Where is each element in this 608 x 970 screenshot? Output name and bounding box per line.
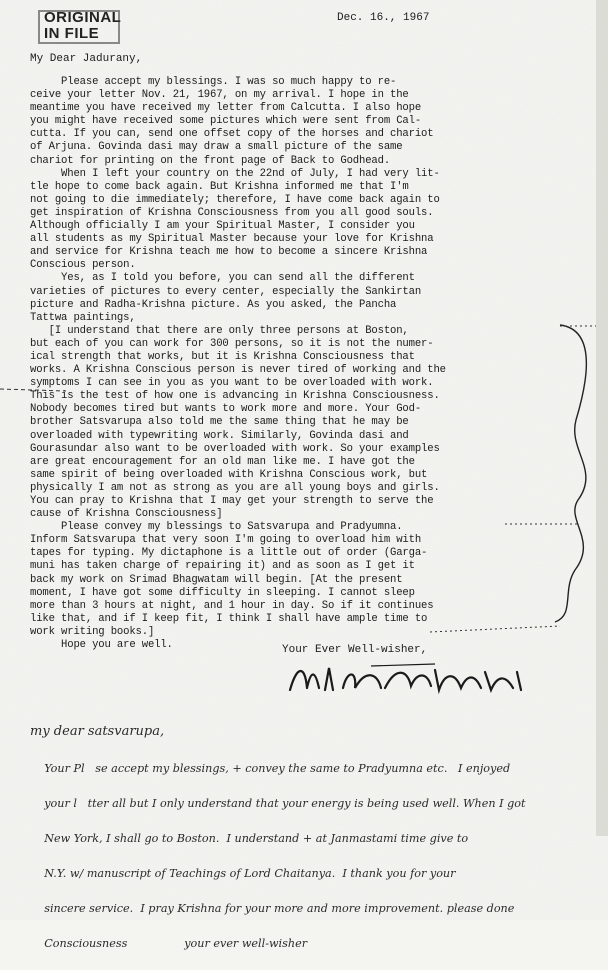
stamp-line-2: IN FILE [44, 25, 100, 42]
body-line: works. A Krishna Conscious person is never tired of working and the [30, 364, 446, 377]
body-line: cutta. If you can, send one offset copy of the horses and chariot [30, 128, 434, 141]
body-line: This is the test of how one is advancing in Krishna Consciousness. [30, 390, 440, 403]
body-line: more than 3 hours at night, and 1 hour in day. So if it continues [30, 599, 434, 612]
body-line: like that, and if I keep fit, I think I shall have ample time to [30, 612, 428, 625]
body-line: you might have received some pictures which were sent from Cal- [30, 115, 422, 128]
body-line: Gourasundar also want to be overloaded with work. So your examples [30, 442, 440, 455]
handwritten-postscript [30, 688, 590, 970]
body-line: muni has taken charge of repairing it) and as soon as I get it [30, 560, 415, 573]
letter-date: Dec. 16., 1967 [337, 12, 430, 24]
postscript-line: Your Pl se accept my blessings, + convey the same to Pradyumna etc. I enjoyed [44, 762, 511, 775]
body-line: Conscious person. [30, 259, 136, 272]
body-line: Please accept my blessings. I was so much happy to re- [30, 76, 397, 88]
body-line: tle hope to come back again. But Krishna informed me that I'm [30, 180, 409, 193]
body-line: [I understand that there are only three persons at Boston, [30, 324, 409, 337]
salutation: My Dear Jadurany, [30, 53, 143, 65]
body-line: Although officially I am your Spiritual Master, I consider you [30, 220, 415, 233]
body-line: varieties of pictures to every center, especially the Sankirtan [30, 285, 422, 298]
body-line: moment, I have got some difficulty in sleeping. I cannot sleep [30, 586, 415, 599]
body-line: meantime you have received my letter from Calcutta. I also hope [30, 102, 422, 115]
body-line: Please convey my blessings to Satsvarupa and Pradyumna. [30, 521, 403, 534]
body-line: Inform Satsvarupa that very soon I'm going to overload him with [30, 534, 422, 547]
body-line: work writing books.] [30, 625, 155, 638]
body-line: but each of you can work for 300 persons, so it is not the numer- [30, 337, 434, 350]
postscript-line: New York, I shall go to Boston. I understand + at Janmastami time give to [44, 832, 469, 845]
postscript-line: N.Y. w/ manuscript of Teachings of Lord Chaitanya. I thank you for your [44, 867, 456, 880]
stamp-line-1: ORIGINAL [44, 9, 122, 26]
body-line: overloaded with typewriting work. Similarly, Govinda dasi and [30, 429, 409, 442]
body-line: not going to die immediately; therefore, I have come back again to [30, 193, 440, 206]
original-in-file-stamp [38, 10, 120, 44]
body-line: ceive your letter Nov. 21, 1967, on my arrival. I hope in the [30, 89, 409, 102]
body-line: same spirit of being overloaded with Krishna Conscious work, but [30, 468, 428, 481]
body-line: ical strength that works, but it is Krishna Consciousness that [30, 350, 415, 363]
postscript-line: Consciousness your ever well-wisher [44, 937, 308, 950]
underlying-letterhead [558, 60, 596, 360]
next-page-edge [596, 0, 608, 836]
postscript-line: your l tter all but I only understand that your energy is being used well. When I got [44, 797, 526, 810]
body-line: Tattwa paintings, [30, 311, 136, 324]
body-line: Nobody becomes tired but wants to work more and more. Your God- [30, 403, 422, 416]
body-line: tapes for typing. My dictaphone is a little out of order (Garga- [30, 547, 428, 560]
body-line: picture and Radha-Krishna picture. As you asked, the Pancha [30, 298, 397, 311]
body-line: get inspiration of Krishna Consciousness from you all good souls. [30, 206, 434, 219]
body-line: of Arjuna. Govinda dasi may draw a small picture of the same [30, 141, 403, 154]
closing-line: Your Ever Well-wisher, [282, 644, 428, 656]
body-line: When I left your country on the 22nd of July, I had very lit- [30, 167, 440, 180]
body-line: and service for Krishna teach me how to become a sincere Krishna [30, 246, 428, 259]
body-line: You can pray to Krishna that I may get your strength to serve the [30, 495, 434, 507]
body-line: Hope you are well. [30, 639, 173, 652]
body-line: all students as my Spiritual Master because your love for Krishna [30, 233, 434, 246]
body-line: Yes, as I told you before, you can send all the different [30, 272, 415, 285]
body-line: back my work on Srimad Bhagwatam will begin. [At the present [30, 573, 403, 586]
body-line: chariot for printing on the front page of Back to Godhead. [30, 154, 391, 167]
postscript-line: sincere service. I pray Krishna for your more and more improvement. please done [44, 902, 515, 915]
body-line: cause of Krishna Consciousness] [30, 508, 223, 521]
letter-body [30, 76, 560, 652]
body-line: symptoms I can see in you as you want to be overloaded with work. [30, 377, 434, 390]
body-line: physically I am not as strong as you are all young boys and girls. [30, 481, 440, 494]
postscript-greeting: my dear satsvarupa, [30, 724, 165, 739]
body-line: brother Satsvarupa also told me the same thing that he may be [30, 416, 409, 429]
body-line: are great encouragement for an old man like me. I have got the [30, 455, 415, 468]
